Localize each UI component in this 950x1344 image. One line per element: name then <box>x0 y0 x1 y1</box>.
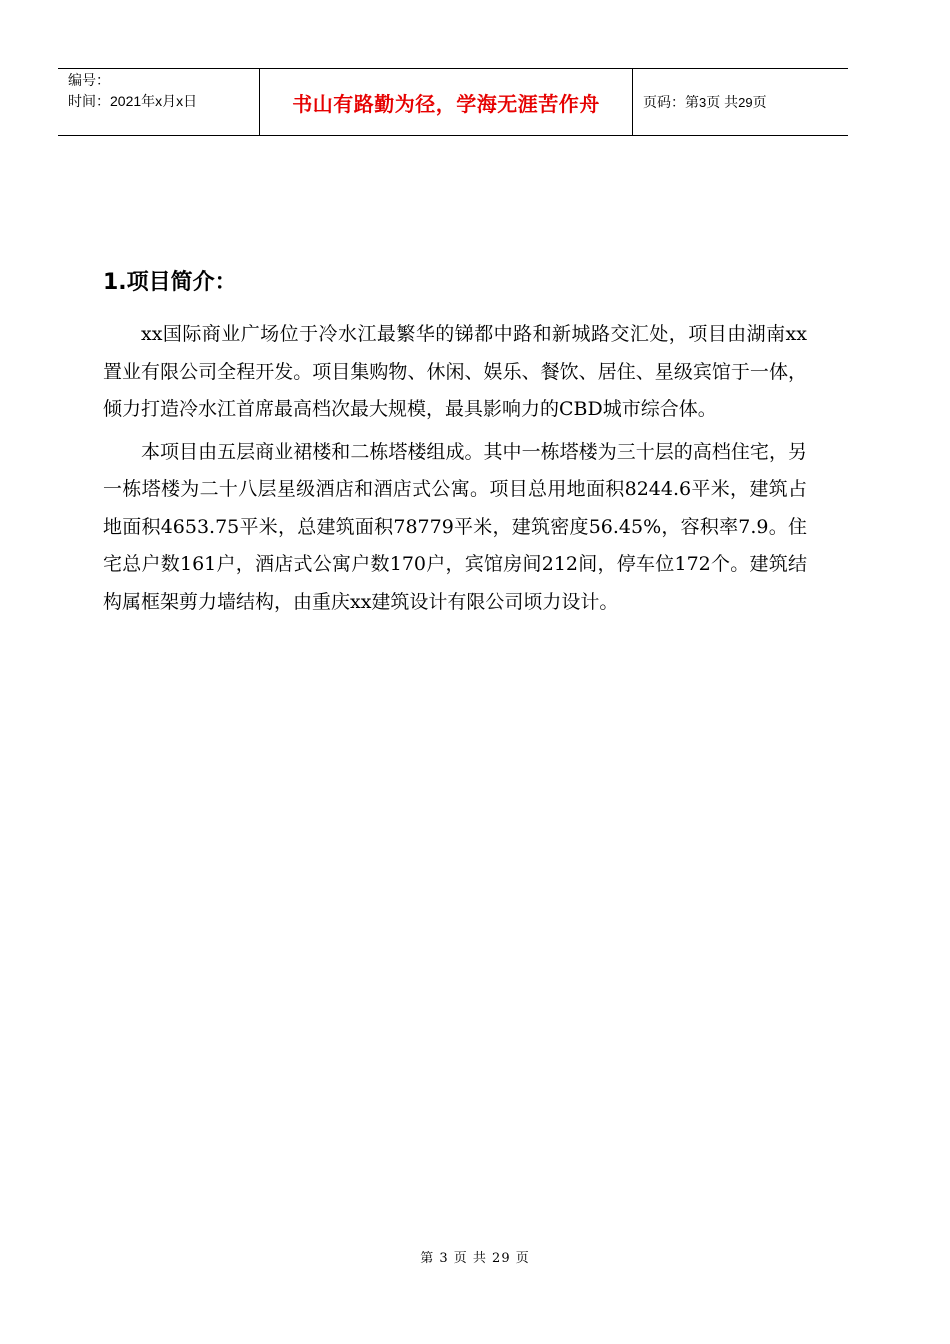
header-motto-cell <box>260 69 633 135</box>
header-page-cell <box>633 69 848 135</box>
page-suffix-label: 页 <box>752 94 767 110</box>
section-title: 1.项目简介： <box>103 270 237 295</box>
body-paragraph: 本项目由五层商业裙楼和二栋塔楼组成。其中一栋塔楼为三十层的高档住宅，另一栋塔楼为二十八层星级酒店和酒店式公寓。项目总用地面积8244.6平米，建筑占地面积4653.75平米，总建筑面积78779平米，建筑密度56.45%，容积率7.9。住宅总户数161户，酒店式公寓户数170户，宾馆房间212间，停车位172个。建筑结构属框架剪力墙结构，由重庆xx建筑设计有限公司顷力设计。 <box>103 440 807 613</box>
document-time-label: 时间：2021年x月x日 <box>68 93 198 109</box>
header-motto: 书山有路勤为径，学海无涯苦作舟 <box>292 91 600 116</box>
document-code-label: 编号： <box>68 72 110 88</box>
page-total-number: 29 <box>738 94 753 110</box>
page-footer: 第 3 页 共 29 页 <box>420 1251 530 1266</box>
page-mid-label: 页 共 <box>706 94 739 110</box>
header-meta-cell <box>58 69 260 135</box>
section-body <box>103 316 807 626</box>
page-current-number: 3 <box>699 94 707 110</box>
page-header <box>58 68 848 136</box>
page-label: 页码：第 <box>643 94 699 110</box>
body-paragraph: xx国际商业广场位于冷水江最繁华的锑都中路和新城路交汇处，项目由湖南xx置业有限公司全程开发。项目集购物、休闲、娱乐、餐饮、居住、星级宾馆于一体，倾力打造冷水江首席最高档次最大规模，最具影响力的CBD城市综合体。 <box>103 323 807 420</box>
